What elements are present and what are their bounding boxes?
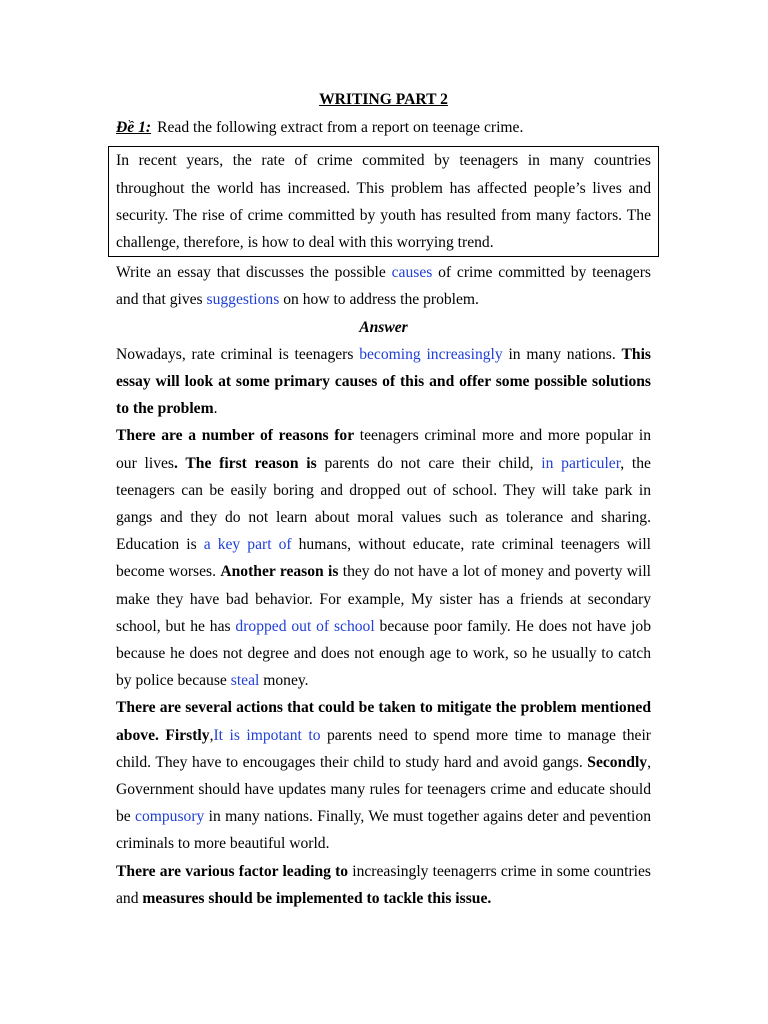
text-run: ,: [209, 726, 214, 744]
text-run: in many nations. Finally, We must together agains deter and pevention criminals to more beautiful world.: [116, 808, 651, 853]
text-run: humans, without educate, rate criminal teenagers will become worses.: [116, 536, 651, 581]
answer-paragraph-reasons: [116, 422, 651, 694]
answer-paragraph-intro: [116, 341, 651, 423]
text-run: Write an essay that discusses the possible: [116, 264, 392, 282]
extract-box: In recent years, the rate of crime commited by teenagers in many countries throughout the world has increased. This problem has affected people’s lives and security. The rise of crime committed by youth has resulted from many factors. The challenge, therefore, is how to deal with this worrying trend.: [108, 146, 659, 257]
bold-phrase: There are various factor leading to: [116, 862, 349, 880]
text-run: , Government should have updates many rules for teenagers crime and educate should be: [116, 753, 651, 826]
text-run: parents need to spend more time to manage their child. They have to encougages their child to study hard and avoid gangs.: [116, 726, 651, 771]
text-run: they do not have a lot of money and poverty will make they have bad behavior. For example, My sister has a friends at secondary school, but he has: [116, 563, 651, 635]
highlighted-phrase: steal: [230, 672, 260, 690]
text-run: on how to address the problem.: [279, 291, 479, 309]
text-run: of crime committed by teenagers and that gives: [116, 264, 651, 309]
text-run: teenagers criminal more and more popular in our lives: [116, 427, 651, 472]
highlighted-phrase: causes: [391, 264, 433, 282]
highlighted-phrase: compusory: [135, 808, 205, 826]
essay-question: [116, 259, 651, 313]
highlighted-phrase: suggestions: [206, 291, 280, 309]
answer-paragraph-conclusion: [116, 858, 651, 912]
task-instruction: Read the following extract from a report on teenage crime.: [157, 119, 524, 137]
bold-phrase: measures should be implemented to tackle this issue.: [142, 889, 492, 907]
answer-paragraph-solutions: [116, 694, 651, 857]
text-run: .: [213, 400, 218, 418]
page-title: WRITING PART 2: [319, 91, 448, 108]
bold-phrase: This essay will look at some primary causes of this and offer some possible solutions to the problem: [116, 345, 651, 418]
task-label: Đề 1:: [116, 119, 152, 137]
answer-heading: Answer: [359, 318, 408, 336]
bold-phrase: Another reason is: [220, 563, 339, 581]
bold-phrase: Secondly: [587, 753, 648, 771]
highlighted-phrase: a key part of: [203, 536, 292, 554]
highlighted-phrase: becoming increasingly: [359, 345, 503, 363]
bold-phrase: There are a number of reasons for: [116, 427, 355, 445]
text-run: in many nations.: [502, 345, 622, 363]
text-run: , the teenagers can be easily boring and dropped out of school. They will take park in gangs and they do not learn about moral values such as tolerance and sharing. Education is: [116, 454, 651, 554]
bold-phrase: There are several actions that could be taken to mitigate the problem mentioned above. Firstly: [116, 699, 651, 744]
text-run: Nowadays, rate criminal is teenagers: [116, 345, 360, 363]
highlighted-phrase: dropped out of school: [235, 617, 375, 635]
bold-phrase: . The first reason is: [174, 454, 317, 472]
text-run: parents do not care their child,: [316, 454, 542, 472]
highlighted-phrase: It is impotant to: [213, 726, 321, 744]
task-line: [116, 114, 651, 141]
text-run: increasingly teenagerrs crime in some countries and: [116, 862, 651, 907]
text-run: money.: [259, 672, 309, 690]
highlighted-phrase: in particuler: [541, 454, 621, 472]
text-run: because poor family. He does not have job because he does not degree and does not enough age to work, so he usually to catch by police because: [116, 617, 652, 690]
document-content: [116, 86, 651, 912]
